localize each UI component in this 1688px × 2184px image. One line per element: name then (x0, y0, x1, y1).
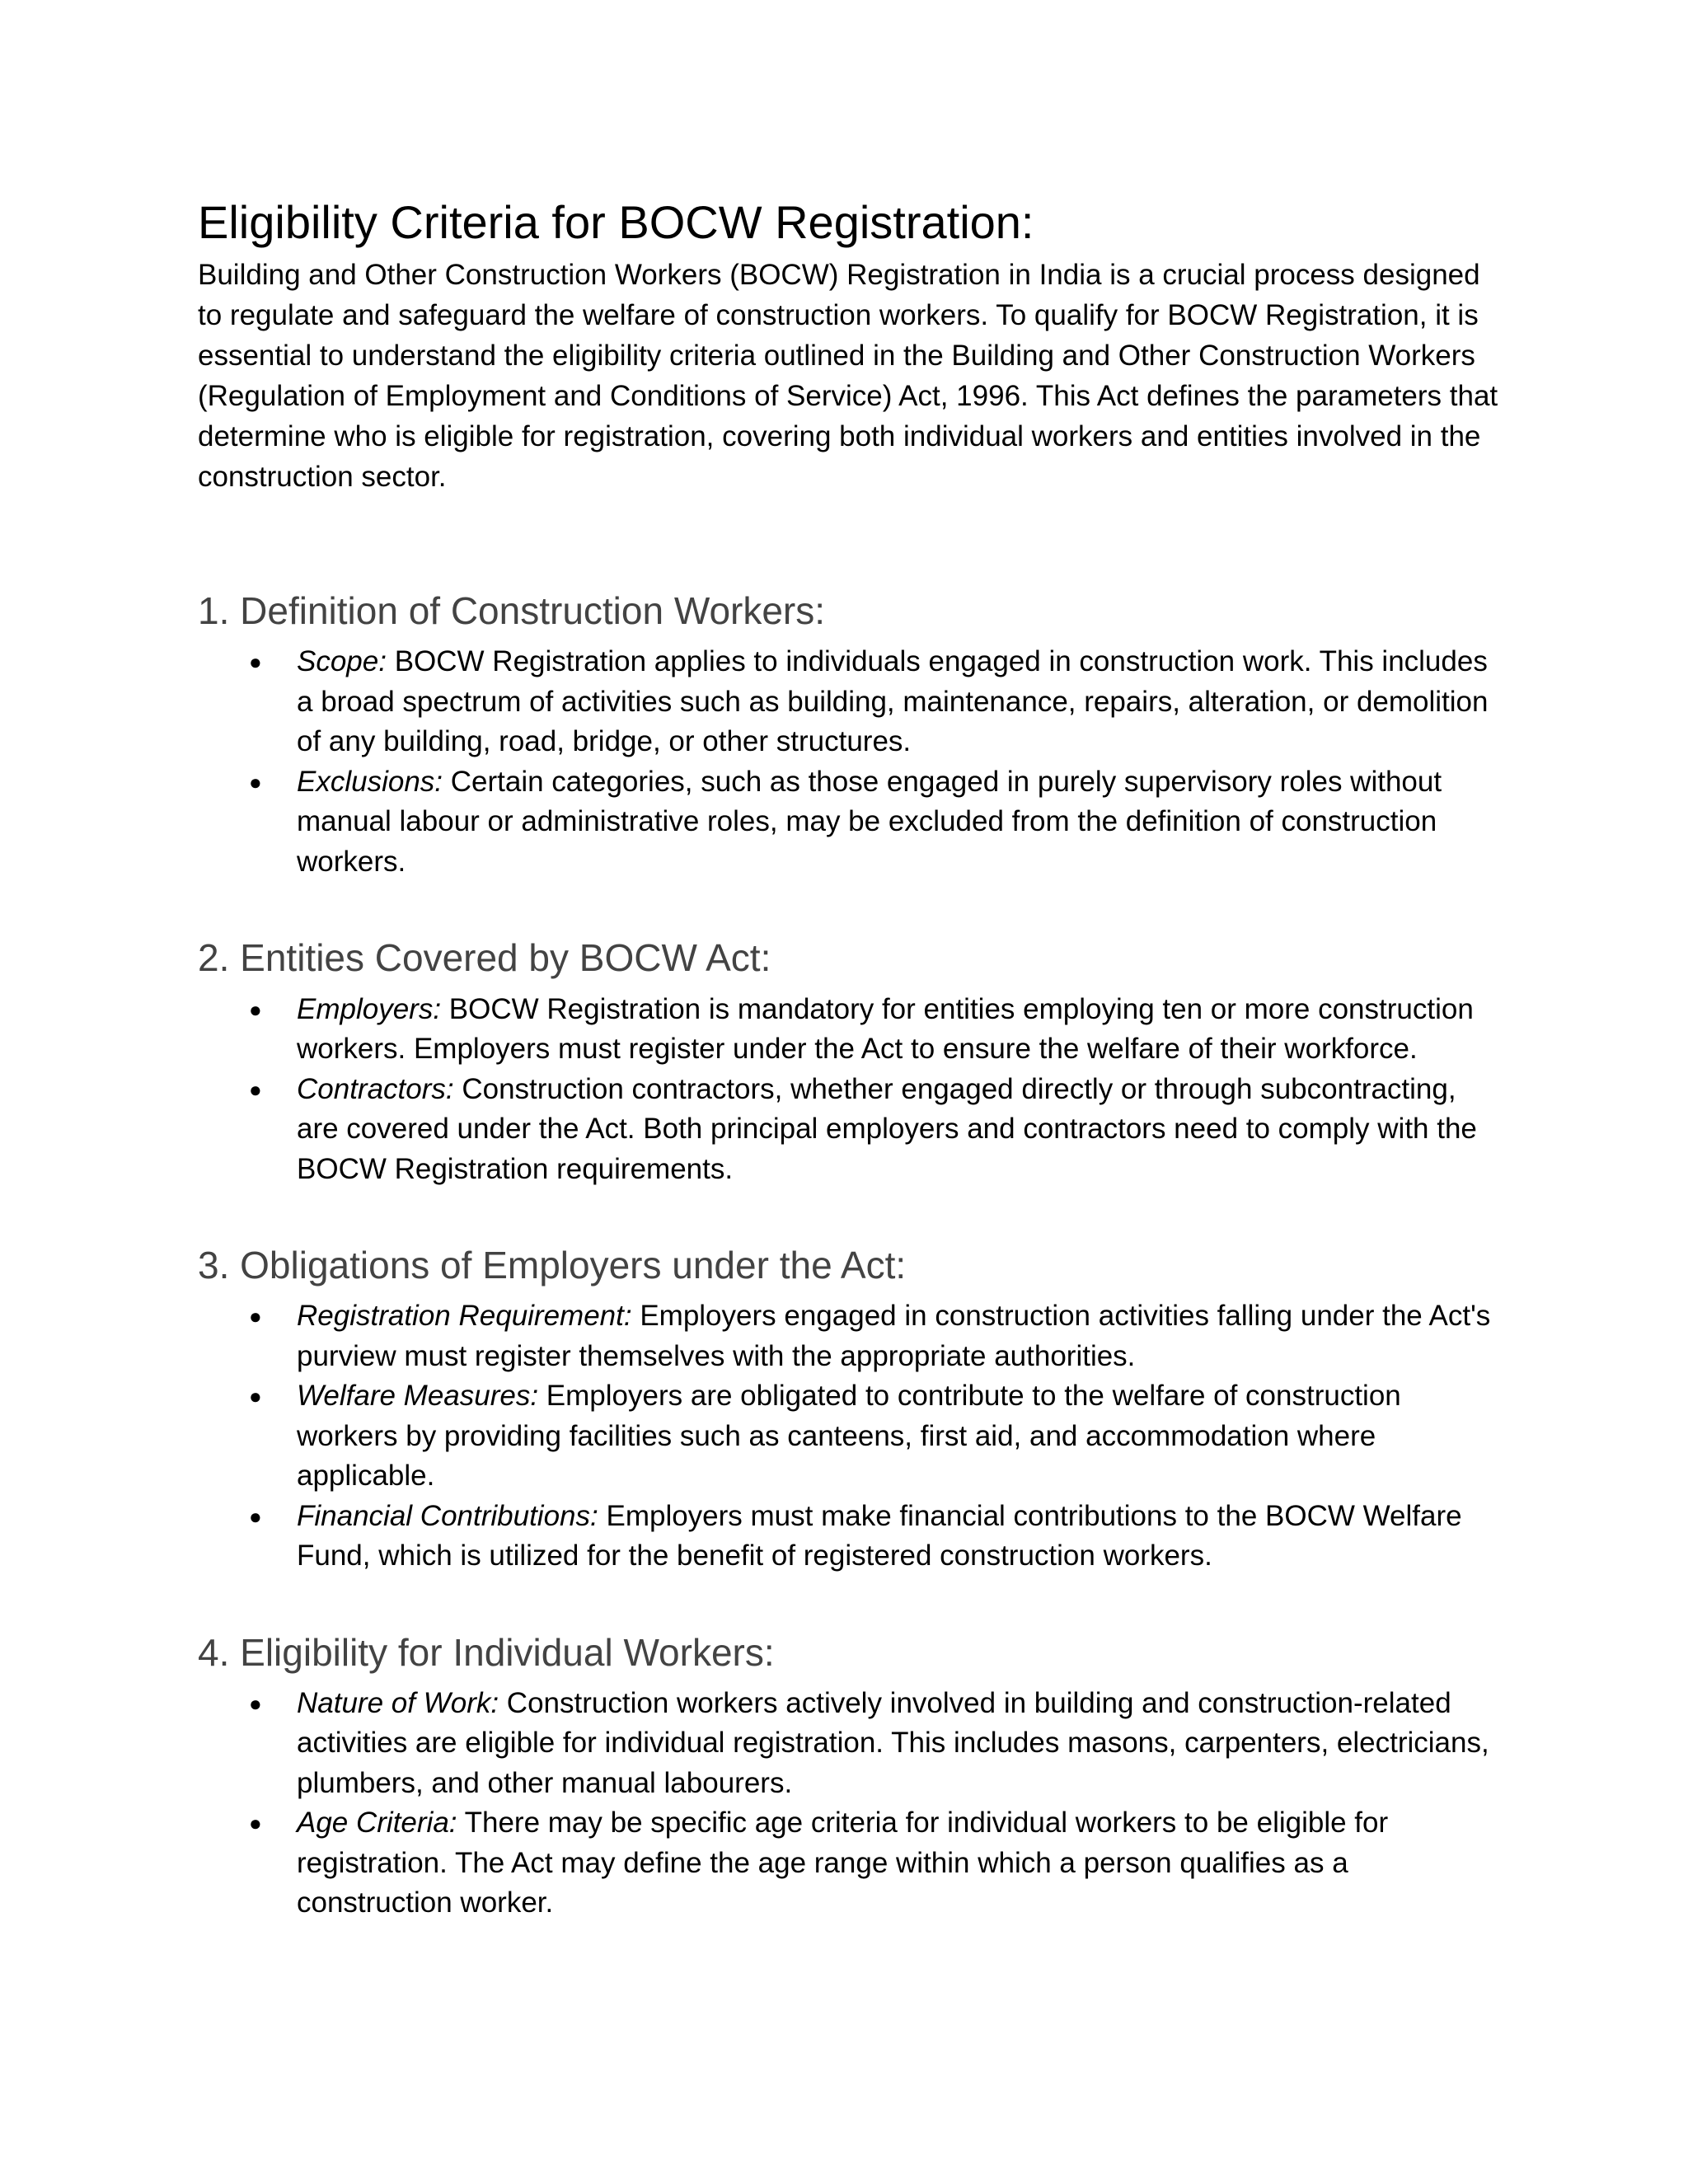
bullet-icon: ● (249, 1076, 262, 1102)
document-page (198, 194, 1500, 1924)
section-definition (198, 588, 1500, 882)
item-term: Nature of Work: (297, 1686, 499, 1719)
bullet-list (198, 1684, 1500, 1924)
item-text: Employers must make financial contributions to the BOCW Welfare Fund, which is utilized for the benefit of registered construction workers. (297, 1499, 1462, 1572)
list-item (198, 990, 1500, 1070)
item-text: BOCW Registration applies to individuals engaged in construction work. This includes a broad spectrum of activities such as building, maintenance, repairs, alteration, or demolition of any building, road, bridge, or other structures. (297, 645, 1489, 758)
bullet-list (198, 642, 1500, 882)
bullet-icon: ● (249, 1690, 262, 1716)
item-term: Contractors: (297, 1072, 454, 1105)
item-text: Construction workers actively involved in building and construction-related activities are eligible for individual registration. This includes masons, carpenters, electricians, plumbers, and other manual labourers. (297, 1686, 1489, 1799)
item-term: Employers: (297, 992, 442, 1025)
section-heading: 1. Definition of Construction Workers: (198, 589, 826, 633)
bullet-icon: ● (249, 1384, 262, 1409)
bullet-icon: ● (249, 1811, 262, 1836)
list-item (198, 1803, 1500, 1924)
item-term: Age Criteria: (297, 1807, 457, 1840)
list-item (198, 1296, 1500, 1376)
bullet-icon: ● (249, 996, 262, 1022)
bullet-icon: ● (249, 1304, 262, 1329)
section-heading: 3. Obligations of Employers under the Act: (198, 1244, 907, 1287)
item-text: BOCW Registration is mandatory for entities employing ten or more construction workers. Employers must register under the Act to ensure the welfare of their workforce. (297, 992, 1474, 1066)
section-individual-workers (198, 1630, 1500, 1924)
item-text: Certain categories, such as those engaged in purely supervisory roles without manual labour or administrative roles, may be excluded from the definition of construction workers. (297, 765, 1442, 878)
list-item (198, 1497, 1500, 1577)
section-heading: 2. Entities Covered by BOCW Act: (198, 936, 771, 980)
intro-paragraph: Building and Other Construction Workers (BOCW) Registration in India is a crucial process designed to regulate and safeguard the welfare of construction workers. To qualify for BOCW Registration, it is essential to understand the eligibility criteria outlined in the Building and Other Construction Workers (Regulation of Employment and Conditions of Service) Act, 1996. This Act defines the parameters that determine who is eligible for registration, covering both individual workers and entities involved in the construction sector. (198, 259, 1498, 494)
list-item (198, 642, 1500, 762)
list-item (198, 762, 1500, 883)
item-term: Registration Requirement: (297, 1300, 632, 1333)
item-term: Exclusions: (297, 765, 443, 798)
item-term: Scope: (297, 645, 387, 678)
document-title: Eligibility Criteria for BOCW Registration: (198, 196, 1034, 248)
item-text: Construction contractors, whether engaged directly or through subcontracting, are covered under the Act. Both principal employers and contractors need to comply with the BOCW Registration requirements. (297, 1072, 1477, 1185)
list-item (198, 1070, 1500, 1190)
item-text: Employers engaged in construction activities falling under the Act's purview must register themselves with the appropriate authorities. (297, 1300, 1491, 1372)
section-entities (198, 935, 1500, 1189)
list-item (198, 1684, 1500, 1804)
bullet-list (198, 990, 1500, 1190)
bullet-icon: ● (249, 1503, 262, 1529)
item-term: Welfare Measures: (297, 1380, 539, 1413)
item-term: Financial Contributions: (297, 1499, 598, 1532)
list-item (198, 1376, 1500, 1497)
section-heading: 4. Eligibility for Individual Workers: (198, 1630, 775, 1674)
item-text: Employers are obligated to contribute to the welfare of construction workers by providing facilities such as canteens, first aid, and accommodation where applicable. (297, 1380, 1401, 1493)
section-obligations (198, 1243, 1500, 1577)
item-text: There may be specific age criteria for individual workers to be eligible for registration. The Act may define the age range within which a person qualifies as a construction worker. (297, 1807, 1389, 1919)
bullet-icon: ● (249, 769, 262, 794)
bullet-list (198, 1296, 1500, 1577)
bullet-icon: ● (249, 649, 262, 675)
